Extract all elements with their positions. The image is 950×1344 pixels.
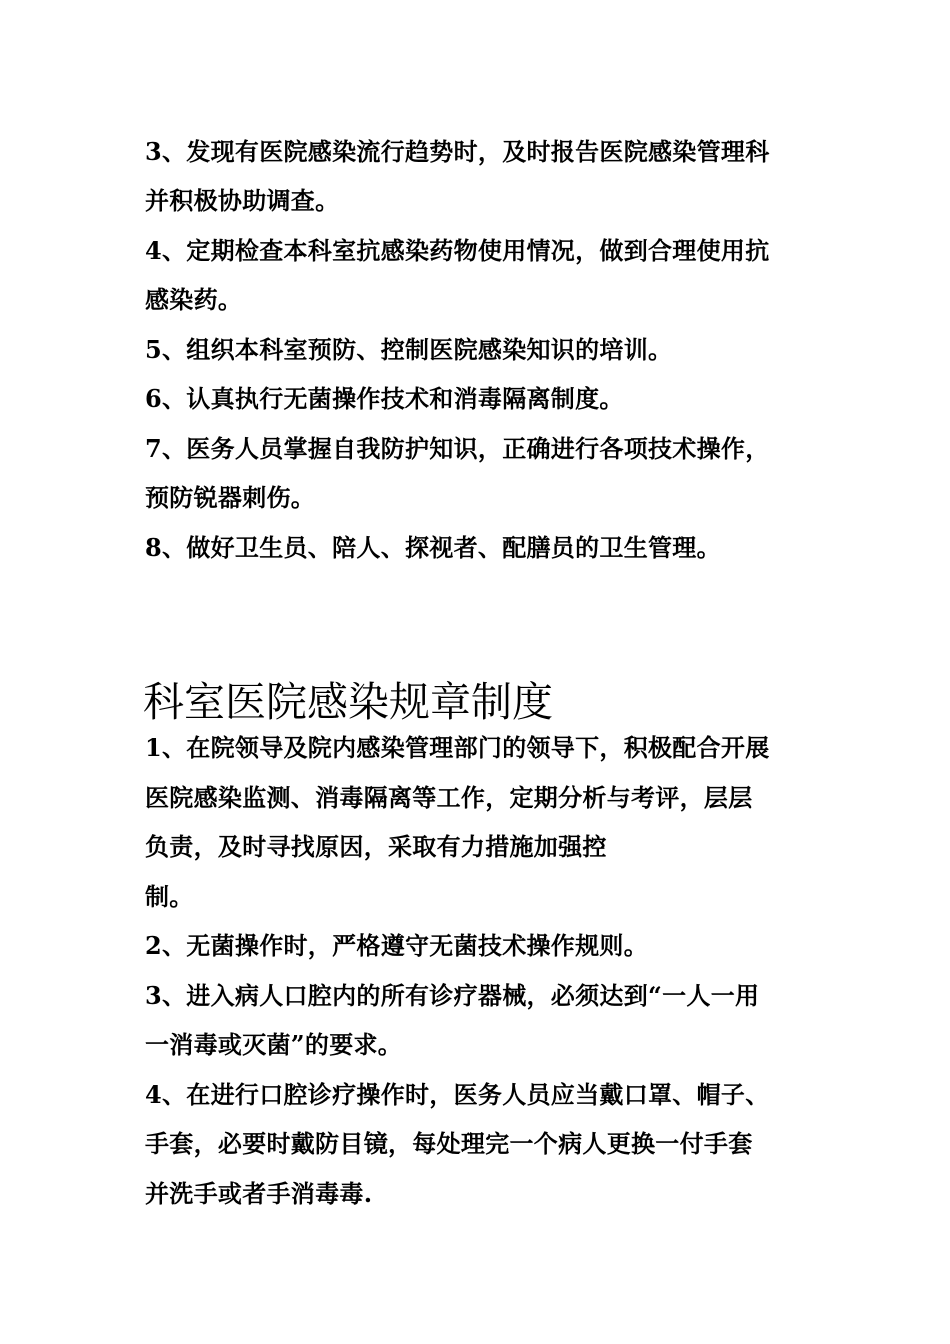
text-line: 2、无菌操作时，严格遵守无菌技术操作规则。 — [145, 931, 648, 960]
text-line: 制。 — [145, 882, 194, 911]
text-line: 一消毒或灭菌”的要求。 — [145, 1030, 403, 1059]
text-line: 3、发现有医院感染流行趋势时，及时报告医院感染管理科 — [145, 137, 770, 166]
text-line: 预防锐器刺伤。 — [145, 483, 316, 512]
text-line: 7、医务人员掌握自我防护知识，正确进行各项技术操作， — [145, 434, 770, 463]
text-line: 医院感染监测、消毒隔离等工作，定期分析与考评，层层 — [145, 783, 753, 812]
text-line: 并洗手或者手消毒毒. — [145, 1179, 373, 1208]
text-line: 6、认真执行无菌操作技术和消毒隔离制度。 — [145, 384, 624, 413]
text-line: 感染药。 — [145, 285, 243, 314]
section-title: 科室医院感染规章制度 — [143, 678, 553, 726]
text-line: 手套，必要时戴防目镜，每处理完一个病人更换一付手套 — [145, 1129, 753, 1158]
text-line: 4、在进行口腔诊疗操作时，医务人员应当戴口罩、帽子、 — [145, 1080, 770, 1109]
text-line: 5、组织本科室预防、控制医院感染知识的培训。 — [145, 335, 673, 364]
text-line: 3、进入病人口腔内的所有诊疗器械，必须达到“一人一用 — [145, 981, 760, 1010]
text-line: 并积极协助调查。 — [145, 186, 340, 215]
text-line: 负责，及时寻找原因，采取有力措施加强控 — [145, 832, 607, 861]
text-line: 4、定期检查本科室抗感染药物使用情况，做到合理使用抗 — [145, 236, 770, 265]
text-line: 8、做好卫生员、陪人、探视者、配膳员的卫生管理。 — [145, 533, 721, 562]
text-line: 1、在院领导及院内感染管理部门的领导下，积极配合开展 — [145, 733, 770, 762]
